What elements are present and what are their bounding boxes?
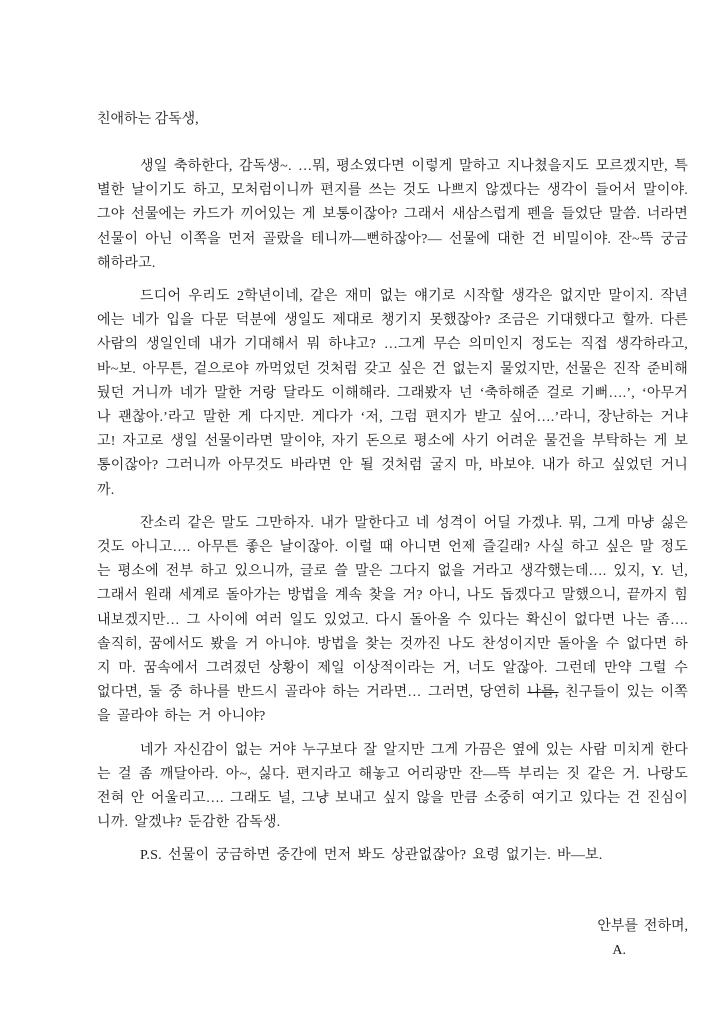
letter-paragraph-confidence: 네가 자신감이 없는 거야 누구보다 잘 알지만 그게 가끔은 옆에 있는 사람 미치게 한다는 걸 좀 깨달아라. 아~, 싫다. 편지라고 해놓고 어리광만 잔—뜩 부리는 짓 같은 거. 나랑도 전혀 안 어울리고…. 그래도 널, 그냥 보내고 싶지 않을 만큼 소중히 여기고 있다는 건 진심이니까. 알겠냐? 둔감한 감독생. bbox=[97, 742, 688, 831]
letter-closing: 안부를 전하며, bbox=[597, 918, 688, 934]
letter-paragraph-second-year: 드디어 우리도 2학년이네, 같은 재미 없는 얘기로 시작할 생각은 없지만 말이지. 작년에는 네가 입을 다문 덕분에 생일도 제대로 챙기지 못했잖아? 조금은 기대했다고 할까. 다른 사람의 생일인데 내가 기대해서 뭐 하냐고? …그게 무슨 의미인지 정도는 직접 생각하라고, 바~보. 아무튼, 겉으로야 까먹었던 것처럼 갖고 싶은 건 없는지 물었지만, 선물은 진작 준비해 뒀던 거니까 네가 말한 거랑 달라도 이해해라. 그래봤자 넌 ‘축하해준 걸로 기뻐….’, ‘아무거나 괜찮아.’라고 말한 게 다지만. 게다가 ‘저, 그럼 편지가 받고 싶어….’라니, 장난하는 거냐고! 자고로 생일 선물이라면 말이야, 자기 돈으로 평소에 사기 어려운 물건을 부탁하는 게 보통이잖아? 그러니까 아무것도 바라면 안 될 것처럼 굴지 마, 바보야. 내가 하고 싶었던 거니까. bbox=[97, 289, 688, 498]
paragraph-text-before-strike: 잔소리 같은 말도 그만하자. 내가 말한다고 네 성격이 어딜 가겠냐. 뭐, 그게 마냥 싫은 것도 아니고…. 아무튼 좋은 날이잖아. 이럴 때 아니면 언제 즐길래? 사실 하고 싶은 말 정도는 평소에 전부 하고 있으니까, 글로 쓸 말은 그다지 없을 거라고 생각했는데…. 있지, Y. 넌, 그래서 원래 세계로 돌아가는 방법을 계속 찾을 거? 아니, 나도 돕겠다고 말했으니, 끝까지 힘 내보겠지만… 그 사이에 여러 일도 있었고. 다시 돌아올 수 있다는 확신이 없다면 나는 좀…. 솔직히, 꿈에서도 봤을 거 아니야. 방법을 찾는 것까진 나도 찬성이지만 돌아올 수 없다면 하지 마. 꿈속에서 그려졌던 상황이 제일 이상적이라는 거, 너도 알잖아. 그런데 만약 그럴 수 없다면, 둘 중 하나를 반드시 골라야 하는 거라면… 그러면, 당연히 bbox=[97, 515, 688, 701]
letter-postscript: P.S. 선물이 궁금하면 중간에 먼저 봐도 상관없잖아? 요령 없기는. 바—보. bbox=[140, 848, 603, 864]
letter-page bbox=[97, 108, 688, 963]
letter-paragraph-going-home bbox=[97, 512, 688, 730]
letter-salutation: 친애하는 감독생, bbox=[97, 112, 199, 127]
strikethrough-text: 나를, bbox=[527, 685, 559, 701]
letter-paragraph-birthday: 생일 축하한다, 감독생~. …뭐, 평소였다면 이렇게 말하고 지나쳤을지도 모르겠지만, 특별한 날이기도 하고, 모처럼이니까 편지를 쓰는 것도 나쁘지 않겠다는 생각이 들어서 말이야. 그야 선물에는 카드가 끼어있는 게 보통이잖아? 그래서 새삼스럽게 펜을 들었단 말씀. 너라면 선물이 아닌 이쪽을 먼저 골랐을 테니까—뻔하잖아?— 선물에 대한 건 비밀이야. 잔~뜩 궁금해하라고. bbox=[97, 159, 688, 271]
letter-signature: A. bbox=[612, 942, 626, 958]
paragraph-text-after-strike: 친구들이 있는 이쪽을 골라야 하는 거 아니야? bbox=[97, 685, 688, 725]
